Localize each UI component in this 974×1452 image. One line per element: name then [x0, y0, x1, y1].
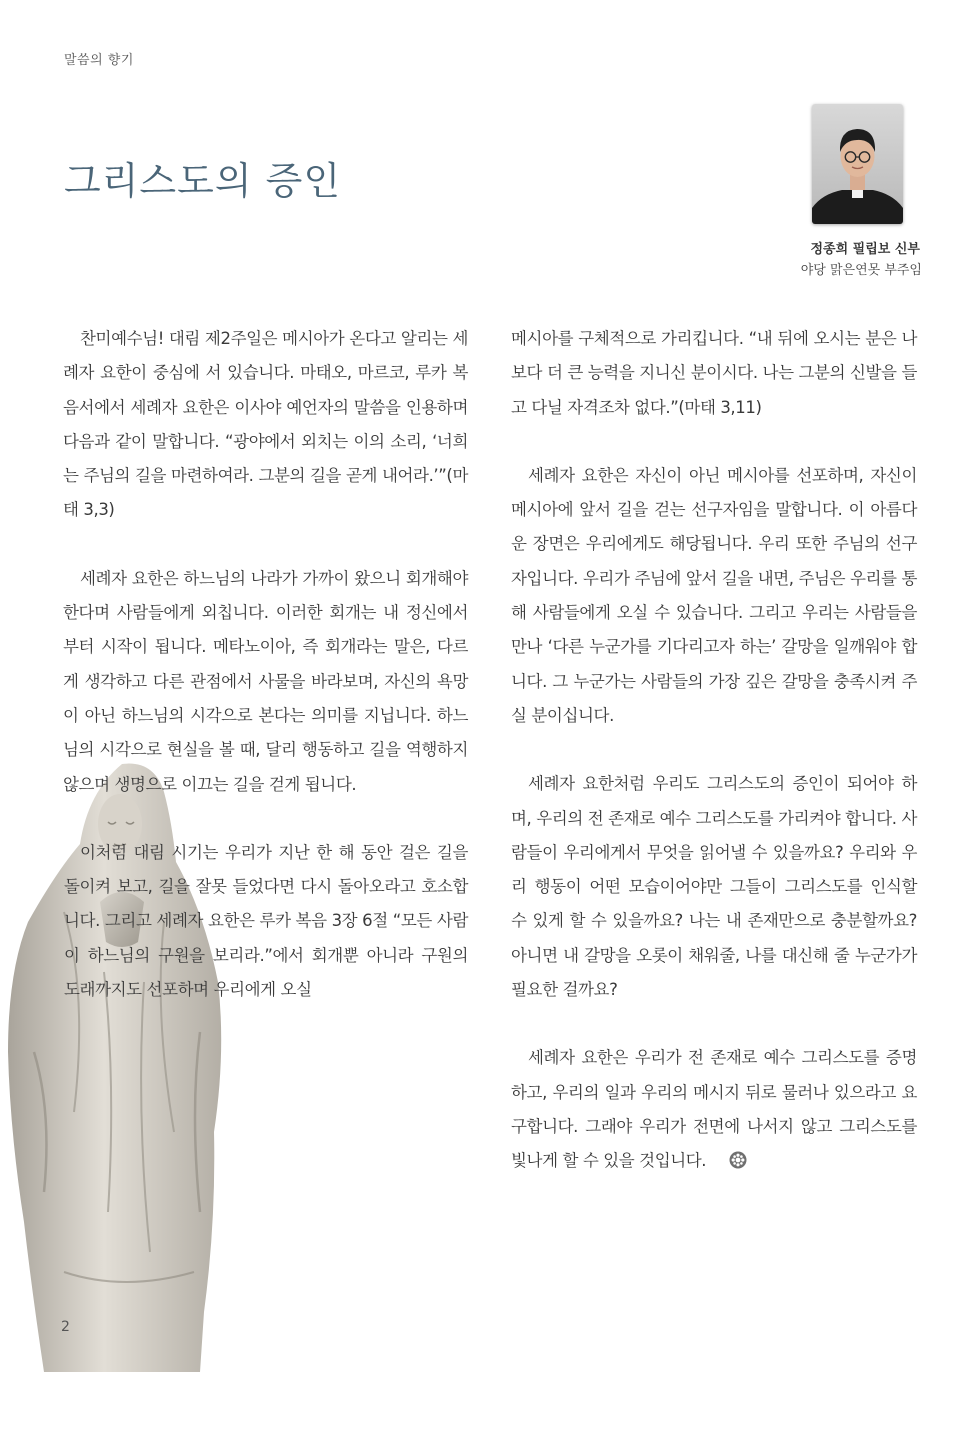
body-paragraph: 찬미예수님! 대림 제2주일은 메시아가 온다고 알리는 세례자 요한이 중심에 서 있습니다. 마태오, 마르코, 루카 복음서에서 세례자 요한은 이사야 예언자의 말씀을 인용하며 다음과 같이 말합니다. “광야에서 외치는 이의 소리, ‘너희는 주님의 길을 마련하여라. 그분의 길을 곧게 내어라.’”(마태 3,3) [63, 329, 468, 520]
body-paragraph: 이처럼 대림 시기는 우리가 지난 한 해 동안 걸은 길을 돌이켜 보고, 길을 잘못 들었다면 다시 돌아오라고 호소합니다. 그리고 세례자 요한은 루카 복음 3장 6절 “모든 사람이 하느님의 구원을 보리라.”에서 회개뿐 아니라 구원의 도래까지도 선포하며 우리에게 오실 [64, 842, 468, 1000]
body-paragraph: 세례자 요한은 자신이 아닌 메시아를 선포하며, 자신이 메시아에 앞서 길을 걷는 선구자임을 말합니다. 이 아름다운 장면은 우리에게도 해당됩니다. 우리 또한 주님의 선구자입니다. 우리가 주님에 앞서 길을 내면, 주님은 우리를 통해 사람들에게 오실 수 있습니다. 그리고 우리는 사람들을 만나 ‘다른 누군가를 기다리고자 하는’ 갈망을 일깨워야 합니다. 그 누군가는 사람들의 가장 깊은 갈망을 충족시켜 주실 분이십니다. [511, 465, 917, 725]
article-title: 그리스도의 증인 [64, 159, 342, 203]
right-column [511, 322, 917, 1213]
body-paragraph [511, 1041, 917, 1178]
section-label: 말씀의 향기 [64, 53, 134, 68]
body-paragraph: 메시아를 구체적으로 가리킵니다. “내 뒤에 오시는 분은 나보다 더 큰 능력을 지니신 분이시다. 나는 그분의 신발을 들고 다닐 자격조차 없다.”(마태 3,11) [511, 329, 917, 417]
author-name: 정종희 필립보 신부 [810, 242, 920, 257]
body-paragraph: 세례자 요한처럼 우리도 그리스도의 증인이 되어야 하며, 우리의 전 존재로 예수 그리스도를 가리켜야 합니다. 사람들이 우리에게서 무엇을 읽어낼 수 있을까요? 우리와 우리 행동이 어떤 모습이어야만 그들이 그리스도를 인식할 수 있게 할 수 있을까요? 나는 내 존재만으로 충분할까요? 아니면 내 갈망을 오롯이 채워줄, 나를 대신해 줄 누군가가 필요한 걸까요? [511, 774, 917, 1000]
author-role: 야당 맑은연못 부주임 [800, 263, 922, 278]
closing-paragraph-text: 세례자 요한은 우리가 전 존재로 예수 그리스도를 증명하고, 우리의 일과 우리의 메시지 뒤로 물러나 있으라고 요구합니다. 그래야 우리가 전면에 나서지 않고 그리스도를 빛나게 할 수 있을 것입니다. [511, 1048, 917, 1171]
left-column [63, 322, 468, 1452]
page-number: 2 [61, 1319, 70, 1335]
body-paragraph: 세례자 요한은 하느님의 나라가 가까이 왔으니 회개해야 한다며 사람들에게 외칩니다. 이러한 회개는 내 정신에서부터 시작이 됩니다. 메타노이아, 즉 회개라는 말은, 다르게 생각하고 다른 관점에서 사물을 바라보며, 자신의 욕망이 아닌 하느님의 시각으로 본다는 의미를 지닙니다. 하느님의 시각으로 현실을 볼 때, 달리 행동하고 길을 역행하지 않으며 생명으로 이끄는 길을 걷게 됩니다. [63, 568, 468, 794]
end-mark-icon [712, 1147, 730, 1165]
author-photo [812, 104, 903, 224]
